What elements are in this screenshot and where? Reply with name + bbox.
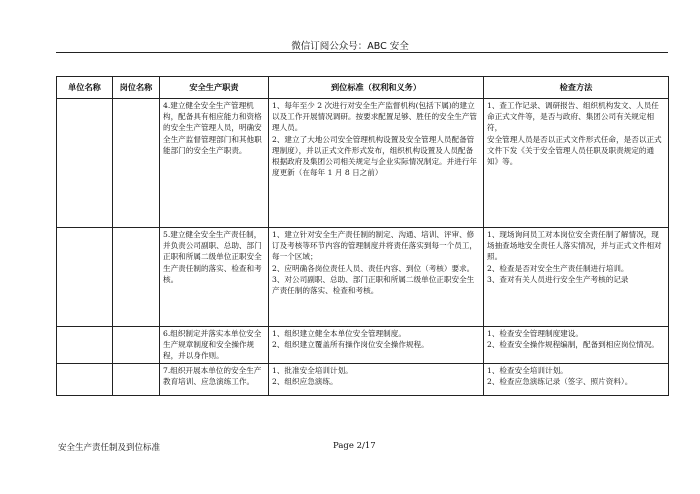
method-item: 1、查工作记录、调研报告、组织机构发文、人员任命正式文件等，是否与政府、集团公司有关规定相符， [487,101,659,133]
standard-cell [269,327,484,364]
standard-cell [269,99,484,228]
method-item: 2、检查安全操作规程编制，配备到相应岗位情况。 [487,340,659,350]
method-item: 1、检查安全管理制度建设。 [487,329,583,338]
post-cell [113,99,160,228]
standard-cell [269,228,484,327]
column-header-standard: 到位标准（权利和义务） [269,77,484,99]
method-item: 3、查对有关人员进行安全生产考核的记录 [487,274,629,284]
document-header: 微信订阅公众号：ABC 安全 [291,41,409,52]
post-cell [113,363,160,395]
duty-cell: 4.建立健全安全生产管理机构，配备具有相应能力和资格的安全生产管理人员，明确安全生产监督管理部门和其他职能部门的安全生产职责。 [160,99,269,228]
post-cell [113,327,160,364]
footer-document-title: 安全生产责任制及到位标准 [58,443,161,453]
unit-cell [57,228,113,327]
standard-item: 2、组织应急演练。 [272,376,338,386]
method-cell [484,327,669,364]
standard-item: 1、每年至少 2 次进行对安全生产监督机构(包括下属)的建立以及工作开展情况调研。按要求配置足够、胜任的安全生产管理人员。 [272,101,478,133]
standard-item: 3、对公司副职、总助、部门正职和所属二级单位正职安全生产责任制的落实、检查和考核。 [272,274,475,296]
column-header-unit: 单位名称 [57,77,113,99]
standard-cell [269,363,484,395]
responsibility-table [56,76,669,396]
unit-cell [57,363,113,395]
duty-cell: 6.组织制定并落实本单位安全生产规章制度和安全操作规程，并以身作则。 [160,327,269,364]
column-header-post: 岗位名称 [113,77,160,99]
duty-cell: 7.组织开展本单位的安全生产教育培训、应急演练工作。 [160,363,269,395]
method-item: 1、现场询问员工对本岗位安全责任制了解情况，现场抽查场地安全责任人落实情况，并与正式文件相对照。 [487,230,662,262]
standard-item: 2、应明确各岗位责任人员、责任内容、到位（考核）要求。 [272,263,475,273]
standard-item: 2、组织建立覆盖所有操作岗位安全操作规程。 [272,340,429,350]
table-row [57,327,669,364]
method-cell [484,99,669,228]
table-row [57,99,669,228]
header-rule [56,52,668,53]
column-header-method: 检查方法 [484,77,669,99]
column-header-duty: 安全生产职责 [160,77,269,99]
method-item: 2、检查是否对安全生产责任制进行培训。 [487,263,629,273]
table-header-row [57,77,669,99]
unit-cell [57,99,113,228]
page-number: Page 2/17 [333,441,376,451]
standard-item: 1、组织建立健全本单位安全管理制度。 [272,329,406,338]
post-cell [113,228,160,327]
method-item: 2、检查应急演练记录（签字、照片资料）。 [487,376,633,386]
standard-item: 2、建立了大地公司安全管理机构设置及安全管理人员配备管理制度），并以正式文件形式发布，组织机构设置及人员配备根据政府及集团公司相关规定与企业实际情况制定。并进行年度更新（在每年 1 月 8 日之前） [272,134,478,178]
duty-cell: 5.建立健全安全生产责任制，并负责公司副职、总助、部门正职和所属二级单位正职安全生产责任制的落实、检查和考核。 [160,228,269,327]
method-item: 1、检查安全培训计划。 [487,365,568,375]
standard-item: 1、建立针对安全生产责任制的制定、沟通、培训、评审、修订及考核等环节内容的管理制度并将责任落实到每一个员工，每一个区域； [272,230,478,262]
unit-cell [57,327,113,364]
standard-item: 1、批准安全培训计划。 [272,365,353,375]
method-cell [484,228,669,327]
table-row [57,228,669,327]
method-item: 安全管理人员是否以正式文件形式任命，是否以正式文件下发《关于安全管理人员任职及职责规定的通知》等。 [487,134,662,167]
method-cell [484,363,669,395]
table-row [57,363,669,395]
